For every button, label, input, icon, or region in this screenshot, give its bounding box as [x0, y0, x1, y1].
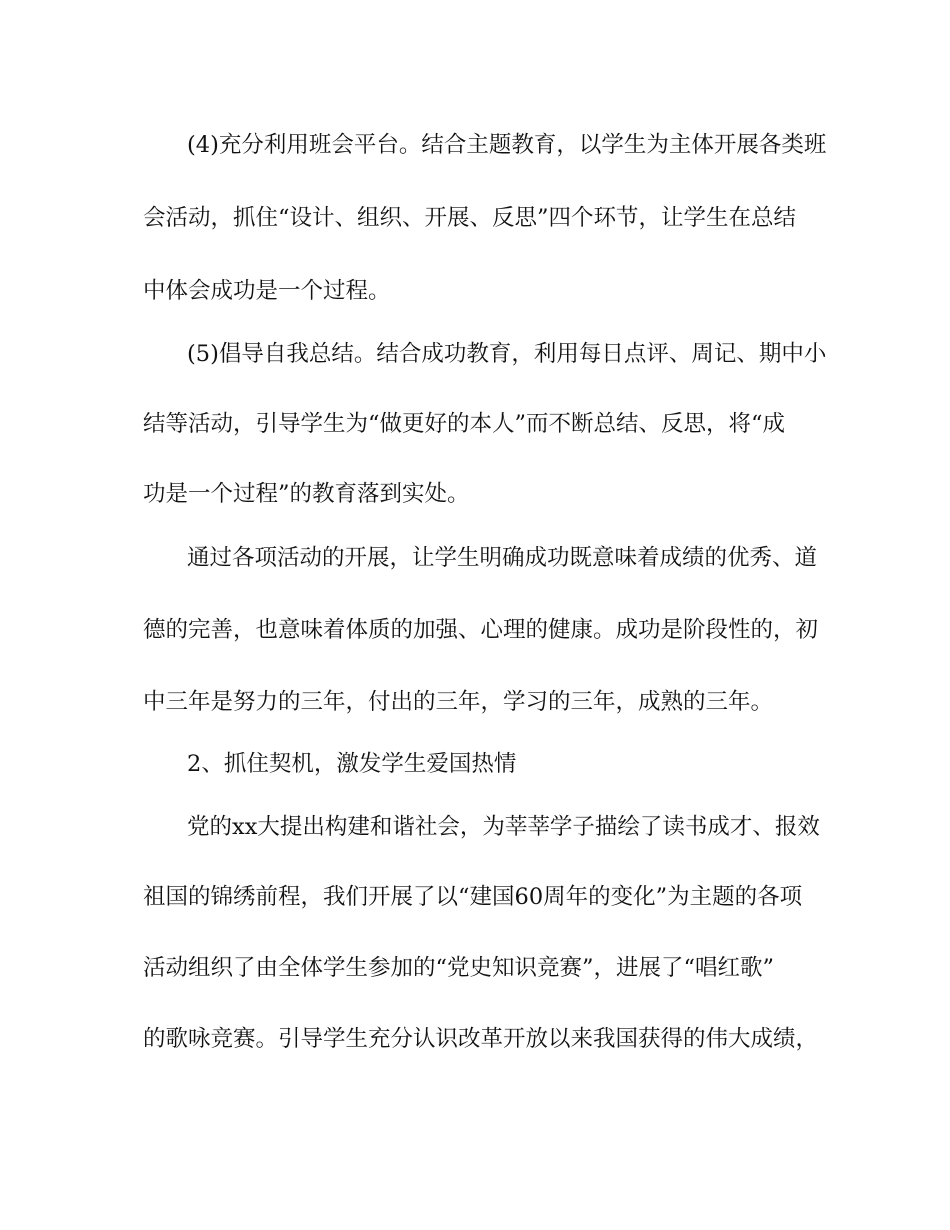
section-heading: 2、抓住契机，激发学生爱国热情 — [187, 751, 517, 777]
paragraph-line: 德的完善，也意味着体质的加强、心理的健康。成功是阶段性的，初 — [143, 617, 819, 643]
paragraph-line: (5)倡导自我总结。结合成功教育，利用每日点评、周记、期中小 — [187, 341, 827, 367]
paragraph-line: 结等活动，引导学生为“做更好的本人”而不断总结、反思，将“成 — [143, 411, 786, 437]
paragraph-line: 会活动，抓住“设计、组织、开展、反思”四个环节，让学生在总结 — [143, 205, 797, 231]
paragraph-line: 祖国的锦绣前程，我们开展了以“建国60周年的变化”为主题的各项 — [143, 884, 803, 910]
paragraph-line: 活动组织了由全体学生参加的“党史知识竞赛”，进展了“唱红歌” — [143, 955, 775, 981]
paragraph-line: 中三年是努力的三年，付出的三年，学习的三年，成熟的三年。 — [143, 689, 774, 715]
paragraph-line: (4)充分利用班会平台。结合主题教育，以学生为主体开展各类班 — [187, 132, 827, 158]
paragraph-line: 的歌咏竞赛。引导学生充分认识改革开放以来我国获得的伟大成绩， — [143, 1026, 819, 1052]
paragraph-line: 中体会成功是一个过程。 — [143, 278, 391, 304]
paragraph-line: 功是一个过程”的教育落到实处。 — [143, 481, 470, 507]
paragraph-line: 通过各项活动的开展，让学生明确成功既意味着成绩的优秀、道 — [187, 545, 818, 571]
paragraph-line: 党的xx大提出构建和谐社会，为莘莘学子描绘了读书成才、报效 — [187, 814, 820, 840]
